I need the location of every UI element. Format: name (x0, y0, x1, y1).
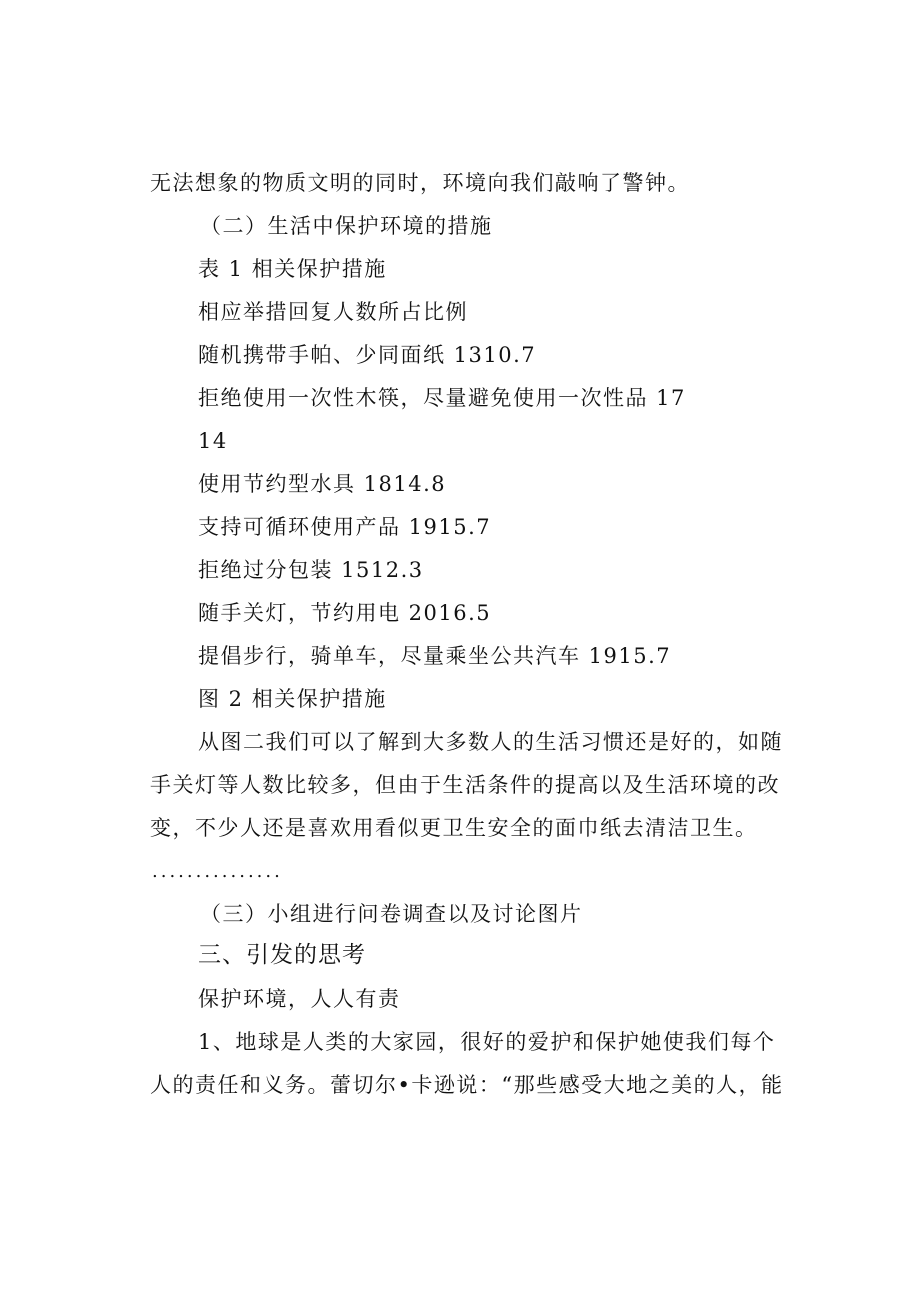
table-row-line: 使用节约型水具 1814.8 (198, 472, 447, 496)
paragraph-line: 从图二我们可以了解到大多数人的生活习惯还是好的，如随 (198, 730, 783, 754)
table-row-line: 拒绝过分包装 1512.3 (198, 558, 424, 582)
paragraph-line: 变，不少人还是喜欢用看似更卫生安全的面巾纸去清洁卫生。 (150, 816, 758, 840)
paragraph-line: 无法想象的物质文明的同时，环境向我们敲响了警钟。 (150, 171, 690, 195)
table-header-line: 相应举措回复人数所占比例 (198, 300, 468, 324)
paragraph-line: 保护环境，人人有责 (198, 987, 401, 1011)
section-heading: 三、引发的思考 (198, 942, 366, 968)
ellipsis-line: ............... (152, 861, 283, 882)
paragraph-line: 1、地球是人类的大家园，很好的爱护和保护她使我们每个 (198, 1030, 776, 1054)
paragraph-line: 人的责任和义务。蕾切尔•卡逊说：“那些感受大地之美的人，能 (150, 1073, 784, 1097)
table-row-line: 拒绝使用一次性木筷，尽量避免使用一次性品 17 (198, 386, 686, 410)
table-row-line: 随手关灯，节约用电 2016.5 (198, 601, 492, 625)
figure-caption: 图 2 相关保护措施 (198, 687, 387, 711)
subsection-heading: （三）小组进行问卷调查以及讨论图片 (200, 902, 583, 926)
subsection-heading: （二）生活中保护环境的措施 (200, 214, 493, 238)
table-row-line: 支持可循环使用产品 1915.7 (198, 515, 492, 539)
table-row-line: 14 (198, 429, 228, 453)
table-caption: 表 1 相关保护措施 (198, 257, 387, 281)
table-row-line: 随机携带手帕、少同面纸 1310.7 (198, 343, 537, 367)
paragraph-line: 手关灯等人数比较多，但由于生活条件的提高以及生活环境的改 (150, 773, 780, 797)
table-row-line: 提倡步行，骑单车，尽量乘坐公共汽车 1915.7 (198, 644, 672, 668)
